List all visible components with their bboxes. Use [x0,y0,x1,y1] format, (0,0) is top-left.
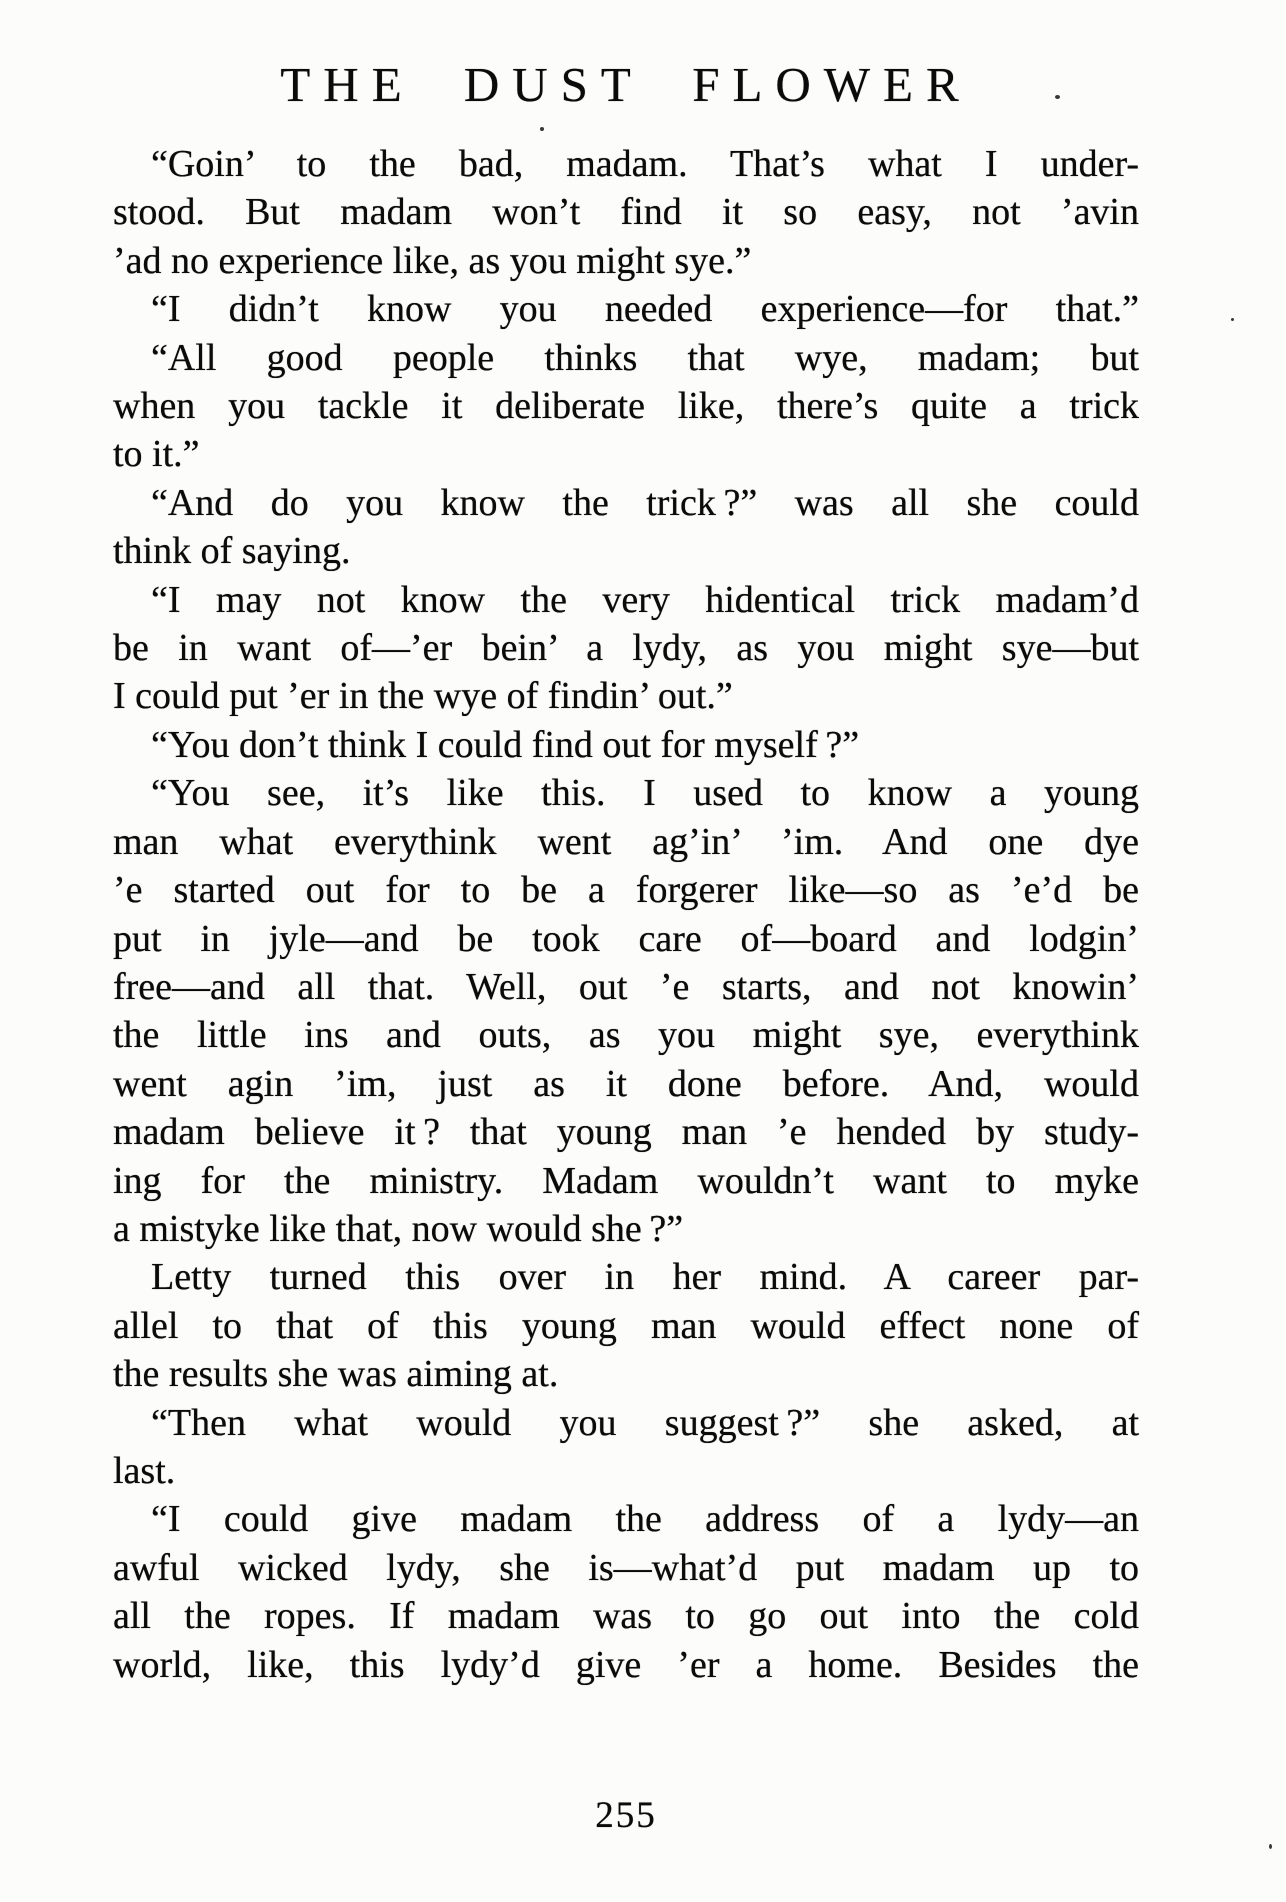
paragraph [113,334,1139,479]
text-line: world, like, this lydy’d give ’er a home. Besides the [113,1643,1139,1686]
text-line: be in want of—’er bein’ a lydy, as you might sye—but [113,627,1139,670]
text-line: last. [113,1449,176,1492]
paragraph [113,140,1139,285]
text-line: man what everythink went ag’in’ ’im. And one dye [113,820,1139,863]
text-line: to it.” [113,433,200,476]
scan-speck [1055,95,1060,99]
text-line: allel to that of this young man would effect none of [113,1304,1139,1347]
text-line: Letty turned this over in her mind. A career par- [151,1256,1139,1299]
paragraph [113,576,1139,721]
scan-speck [1269,1844,1272,1849]
text-line: put in jyle—and be took care of—board and lodgin’ [113,917,1139,960]
text-line: “Goin’ to the bad, madam. That’s what I under- [151,143,1139,185]
text-line: “And do you know the trick ?” was all she could [151,481,1139,524]
text-line: I could put ’er in the wye of findin’ out.” [113,675,733,718]
running-header: THE DUST FLOWER [280,57,972,112]
text-line: ’ad no experience like, as you might sye.” [113,239,752,282]
text-line: ’e started out for to be a forgerer like—so as ’e’d be [113,869,1139,912]
text-line: a mistyke like that, now would she ?” [113,1207,684,1250]
page-body [113,140,1139,1689]
text-line: “I may not know the very hidentical trick madam’d [151,578,1139,621]
text-line: think of saying. [113,530,351,573]
scan-speck [1231,318,1234,321]
paragraph [113,479,1139,576]
text-line: awful wicked lydy, she is—what’d put madam up to [113,1546,1139,1589]
scan-speck [540,127,544,131]
paragraph [113,721,1139,769]
paragraph [113,285,1139,333]
text-line: all the ropes. If madam was to go out into the cold [113,1595,1139,1638]
text-line: went agin ’im, just as it done before. And, would [113,1062,1139,1105]
text-line: “You don’t think I could find out for myself ?” [151,723,860,766]
text-line: ing for the ministry. Madam wouldn’t want to myke [113,1159,1139,1202]
paragraph [113,1253,1139,1398]
text-line: “Then what would you suggest ?” she asked, at [151,1401,1139,1444]
text-line: “I could give madam the address of a lydy—an [151,1498,1139,1541]
text-line: the little ins and outs, as you might sye, everythink [113,1014,1139,1057]
text-line: madam believe it ? that young man ’e hended by study- [113,1111,1139,1154]
paragraph [113,769,1139,1253]
text-line: “All good people thinks that wye, madam; but [151,336,1139,379]
paragraph [113,1399,1139,1496]
text-line: “You see, it’s like this. I used to know a young [151,772,1139,815]
page-number: 255 [595,1795,657,1836]
text-line: “I didn’t know you needed experience—for that.” [151,288,1139,331]
text-line: when you tackle it deliberate like, there’s quite a trick [113,385,1139,428]
text-line: stood. But madam won’t find it so easy, not ’avin [113,191,1139,234]
text-line: the results she was aiming at. [113,1353,559,1396]
text-line: free—and all that. Well, out ’e starts, and not knowin’ [113,965,1139,1008]
paragraph [113,1495,1139,1689]
